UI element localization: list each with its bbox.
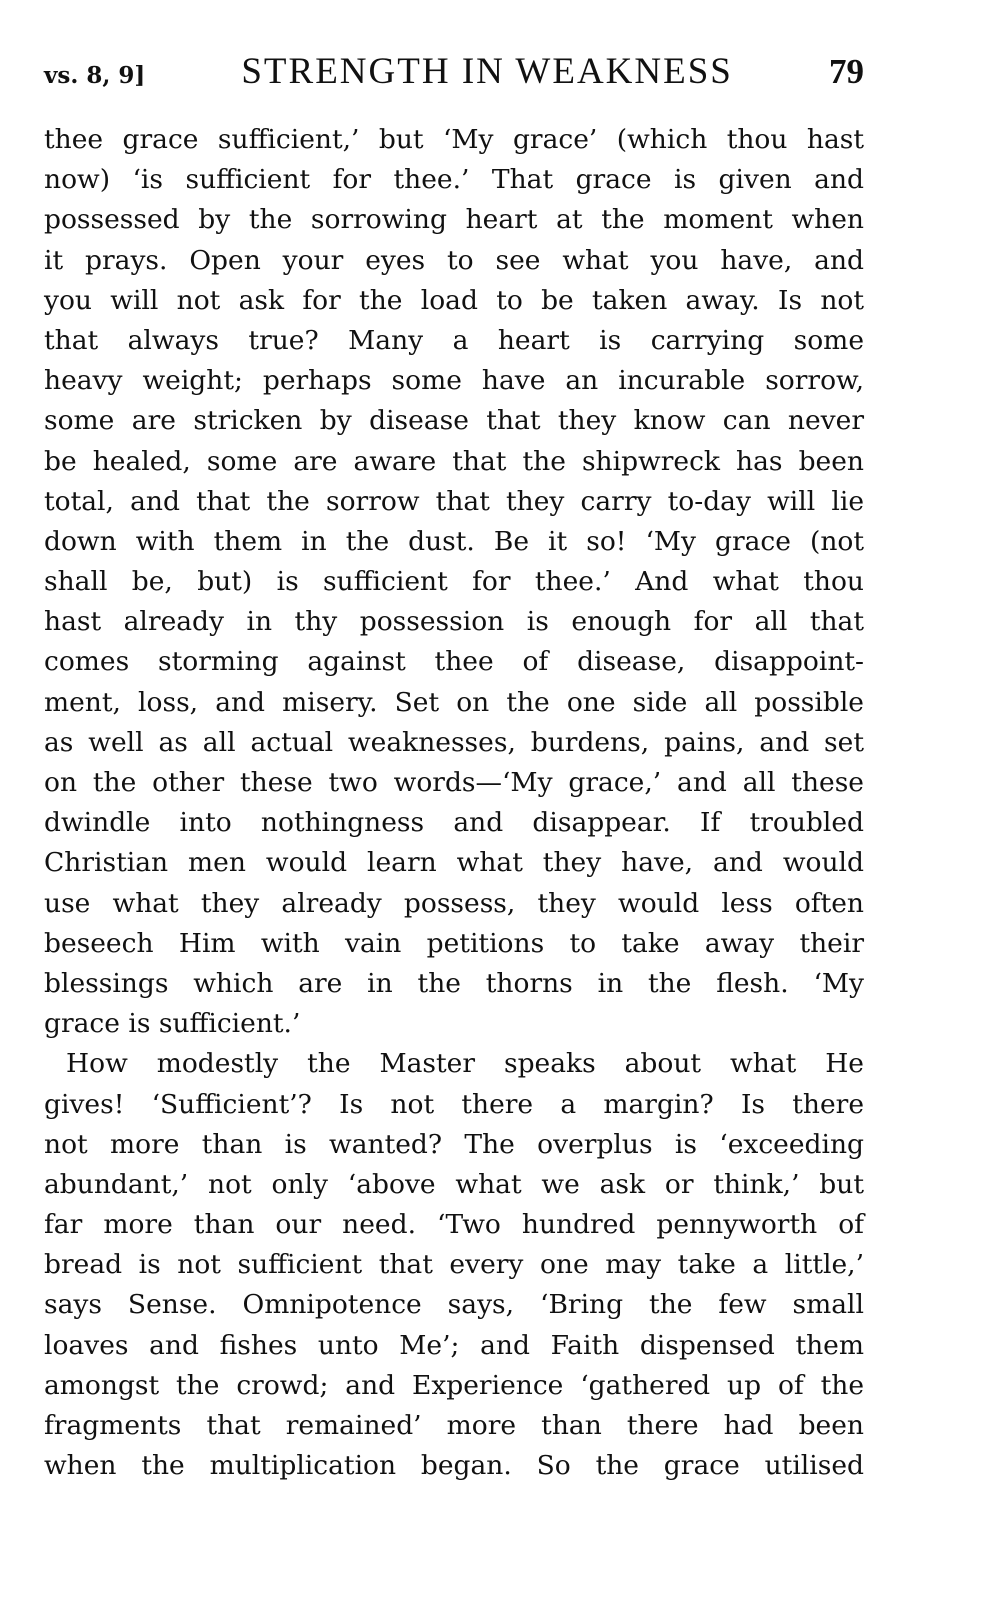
text-line: says Sense. Omnipotence says, ‘Bring the few small bbox=[44, 1289, 864, 1321]
text-line: How modestly the Master speaks about what He bbox=[66, 1048, 864, 1080]
text-line: far more than our need. ‘Two hundred pennyworth of bbox=[44, 1209, 864, 1241]
text-line: loaves and fishes unto Me’; and Faith dispensed them bbox=[44, 1329, 864, 1361]
text-line: that always true? Many a heart is carrying some bbox=[44, 324, 864, 356]
text-line: possessed by the sorrowing heart at the moment when bbox=[44, 204, 864, 236]
text-line: down with them in the dust. Be it so! ‘My grace (not bbox=[44, 525, 864, 557]
text-line: beseech Him with vain petitions to take away their bbox=[44, 927, 864, 959]
text-line: dwindle into nothingness and disappear. If troubled bbox=[44, 807, 864, 839]
verse-reference: vs. 8, 9] bbox=[44, 62, 146, 89]
text-line: comes storming against thee of disease, disappoint- bbox=[44, 646, 864, 678]
text-line: on the other these two words—‘My grace,’ and all these bbox=[44, 767, 864, 798]
text-line: ment, loss, and misery. Set on the one side all possible bbox=[44, 686, 864, 718]
text-line: bread is not sufficient that every one may take a little,’ bbox=[44, 1249, 864, 1281]
text-line: gives! ‘Sufficient’? Is not there a margin? Is there bbox=[44, 1088, 864, 1120]
text-line: some are stricken by disease that they know can never bbox=[44, 405, 864, 437]
text-line: total, and that the sorrow that they carry to-day will lie bbox=[44, 485, 864, 517]
text-line: heavy weight; perhaps some have an incurable sorrow, bbox=[44, 365, 864, 397]
book-page bbox=[44, 50, 864, 1486]
text-line: abundant,’ not only ‘above what we ask or think,’ but bbox=[44, 1168, 864, 1200]
text-line: it prays. Open your eyes to see what you have, and bbox=[44, 244, 864, 276]
text-line: grace is sufficient.’ bbox=[44, 1008, 301, 1040]
running-title: STRENGTH IN WEAKNESS bbox=[241, 51, 733, 92]
text-line: thee grace sufficient,’ but ‘My grace’ (which thou hast bbox=[44, 124, 864, 155]
text-line: not more than is wanted? The overplus is ‘exceeding bbox=[44, 1128, 864, 1160]
running-header bbox=[44, 50, 864, 110]
body-text bbox=[44, 120, 864, 1486]
text-line: hast already in thy possession is enough for all that bbox=[44, 606, 864, 638]
text-line: amongst the crowd; and Experience ‘gathered up of the bbox=[44, 1369, 864, 1401]
text-line: use what they already possess, they would less often bbox=[44, 887, 864, 919]
text-line: you will not ask for the load to be taken away. Is not bbox=[44, 284, 864, 316]
page-number: 79 bbox=[829, 52, 864, 91]
text-line: Christian men would learn what they have, and would bbox=[44, 847, 864, 879]
text-line: blessings which are in the thorns in the flesh. ‘My bbox=[44, 967, 864, 999]
text-line: as well as all actual weaknesses, burdens, pains, and set bbox=[44, 726, 864, 758]
text-line: fragments that remained’ more than there had been bbox=[44, 1410, 864, 1441]
text-line: when the multiplication began. So the grace utilised bbox=[44, 1450, 864, 1482]
text-line: shall be, but) is sufficient for thee.’ And what thou bbox=[44, 566, 864, 598]
text-line: now) ‘is sufficient for thee.’ That grace is given and bbox=[44, 164, 864, 196]
text-line: be healed, some are aware that the shipwreck has been bbox=[44, 445, 864, 477]
